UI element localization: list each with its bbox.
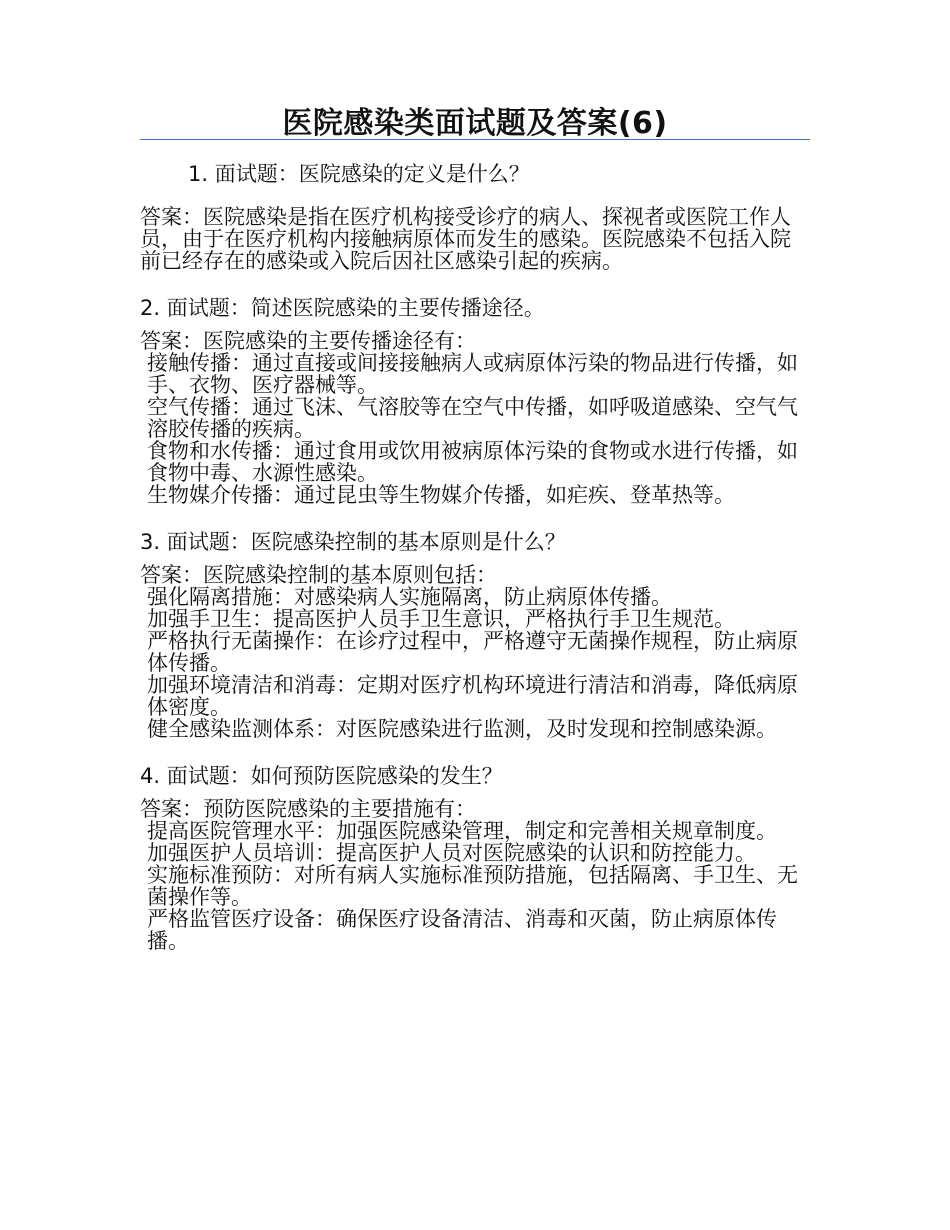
answer-4-item-3: 实施标准预防：对所有病人实施标准预防措施，包括隔离、手卫生、无菌操作等。 (147, 863, 798, 909)
question-3: 3. 面试题：医院感染控制的基本原则是什么？ (140, 530, 566, 554)
answer-3-intro: 答案：医院感染控制的基本原则包括： (140, 563, 497, 587)
document-body (140, 152, 808, 966)
answer-2-item-2: 空气传播：通过飞沫、气溶胶等在空气中传播，如呼吸道感染、空气气溶胶传播的疾病。 (147, 395, 798, 441)
answer-3-item-1: 强化隔离措施：对感染病人实施隔离，防止病原体传播。 (147, 585, 672, 609)
answer-2-item-1: 接触传播：通过直接或间接接触病人或病原体污染的物品进行传播，如手、衣物、医疗器械等。 (147, 351, 798, 397)
answer-3-item-5: 健全感染监测体系：对医院感染进行监测，及时发现和控制感染源。 (147, 717, 777, 741)
answer-4-item-2: 加强医护人员培训：提高医护人员对医院感染的认识和防控能力。 (147, 841, 756, 865)
title-underline (140, 139, 810, 140)
answer-4-item-1: 提高医院管理水平：加强医院感染管理，制定和完善相关规章制度。 (147, 819, 777, 843)
answer-1-text: 答案：医院感染是指在医疗机构接受诊疗的病人、探视者或医院工作人员，由于在医疗机构内接触病原体而发生的感染。医院感染不包括入院前已经存在的感染或入院后因社区感染引起的疾病。 (140, 205, 791, 273)
document-title: 医院感染类面试题及答案(6) (282, 106, 668, 141)
question-4: 4. 面试题：如何预防医院感染的发生？ (140, 764, 503, 788)
answer-4-intro: 答案：预防医院感染的主要措施有： (140, 797, 476, 821)
answer-3-item-4: 加强环境清洁和消毒：定期对医疗机构环境进行清洁和消毒，降低病原体密度。 (147, 673, 798, 719)
question-2: 2. 面试题：简述医院感染的主要传播途径。 (140, 296, 545, 320)
answer-4 (140, 798, 808, 952)
answer-3-item-3: 严格执行无菌操作：在诊疗过程中，严格遵守无菌操作规程，防止病原体传播。 (147, 629, 798, 675)
answer-3 (140, 564, 808, 740)
answer-4-item-4: 严格监管医疗设备：确保医疗设备清洁、消毒和灭菌，防止病原体传播。 (147, 907, 777, 953)
answer-2-item-4: 生物媒介传播：通过昆虫等生物媒介传播，如疟疾、登革热等。 (147, 483, 735, 507)
answer-2-item-3: 食物和水传播：通过食用或饮用被病原体污染的食物或水进行传播，如食物中毒、水源性感染。 (147, 439, 798, 485)
question-1: 1. 面试题：医院感染的定义是什么？ (188, 162, 530, 186)
answer-3-item-2: 加强手卫生：提高医护人员手卫生意识，严格执行手卫生规范。 (147, 607, 735, 631)
answer-2-intro: 答案：医院感染的主要传播途径有： (140, 329, 476, 353)
answer-1 (140, 206, 808, 272)
answer-2 (140, 330, 808, 506)
